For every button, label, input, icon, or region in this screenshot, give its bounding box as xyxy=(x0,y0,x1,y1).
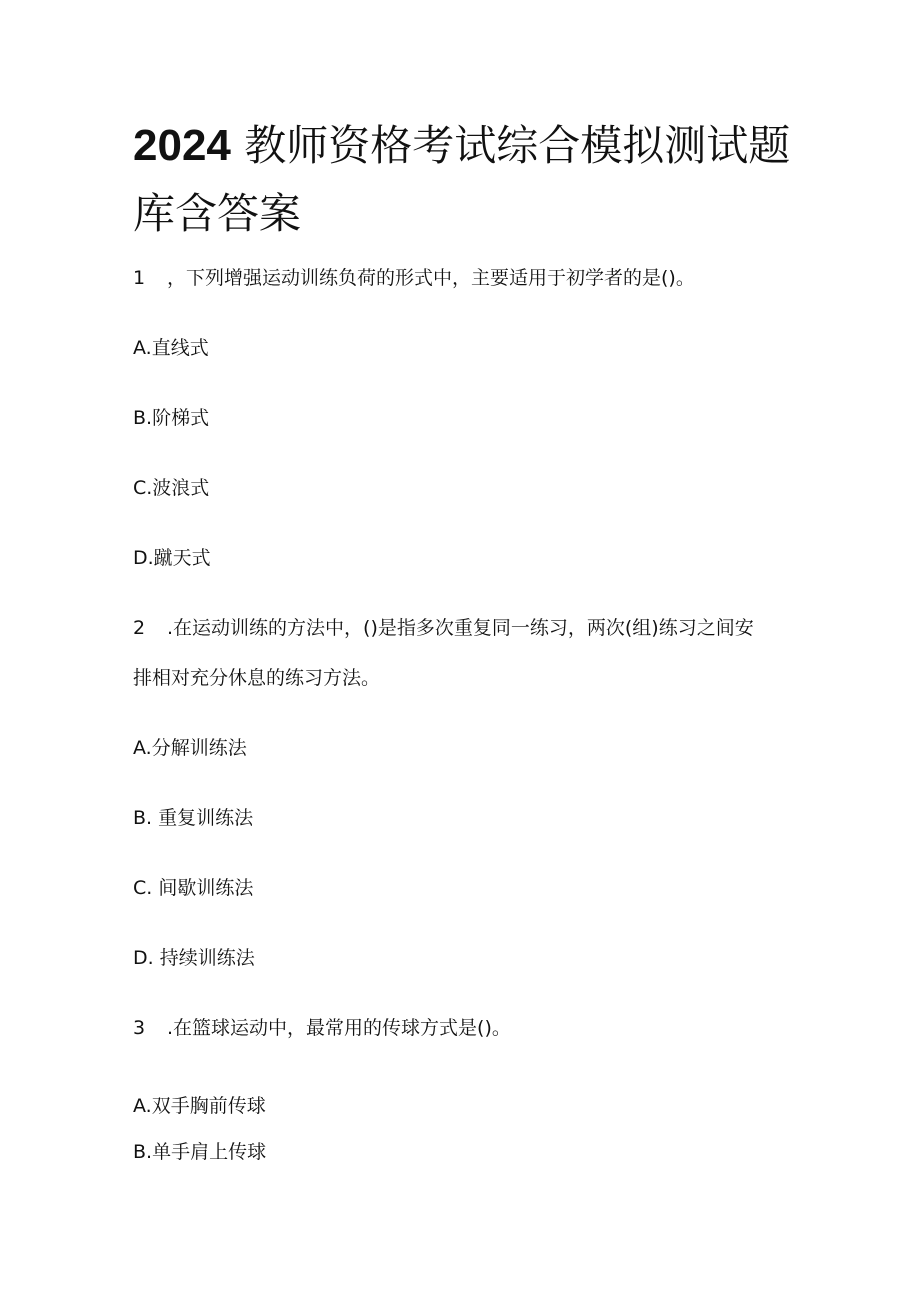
question-2-option-d: D. 持续训练法 xyxy=(133,947,255,969)
question-1-option-b: B.阶梯式 xyxy=(133,407,210,429)
question-number: 1 xyxy=(133,267,146,289)
question-2-option-b: B. 重复训练法 xyxy=(133,807,254,829)
question-2-stem-line2: 排相对充分休息的练习方法。 xyxy=(133,667,381,689)
title-line1-text: 教师资格考试综合模拟测试题 xyxy=(244,121,791,170)
question-1-option-d: D.蹴天式 xyxy=(133,547,211,569)
question-text: .在运动训练的方法中，()是指多次重复同一练习，两次(组)练习之间安 xyxy=(167,617,754,639)
question-2-option-a: A.分解训练法 xyxy=(133,737,247,759)
question-1-option-a: A.直线式 xyxy=(133,337,209,359)
title-line2-text: 库含答案 xyxy=(133,189,302,238)
question-1-stem xyxy=(133,266,695,290)
question-3-option-b: B.单手肩上传球 xyxy=(133,1141,267,1163)
title-year: 2024 xyxy=(133,121,231,170)
question-text: ，下列增强运动训练负荷的形式中，主要适用于初学者的是()。 xyxy=(167,267,695,289)
question-3-stem xyxy=(133,1016,511,1040)
question-2-option-c: C. 间歇训练法 xyxy=(133,877,254,899)
question-1-option-c: C.波浪式 xyxy=(133,477,210,499)
question-number: 2 xyxy=(133,617,146,639)
document-title xyxy=(133,112,813,248)
question-2-stem-line1 xyxy=(133,616,754,640)
question-text: .在篮球运动中，最常用的传球方式是()。 xyxy=(167,1017,511,1039)
question-3-option-a: A.双手胸前传球 xyxy=(133,1095,266,1117)
question-number: 3 xyxy=(133,1017,146,1039)
